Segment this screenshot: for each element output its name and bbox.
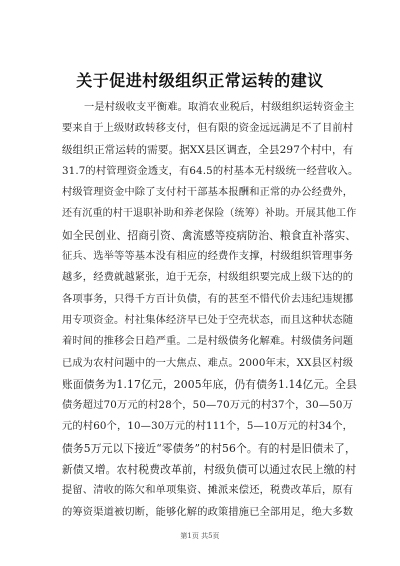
paragraph-line: 各项事务，只得千方百计负债，有的甚至不惜代价去违纪违规挪 [62, 292, 354, 305]
paragraph-line: 元的村60个，10—30万元的村111个，5—10万元的村34个， [62, 420, 354, 433]
paragraph-line: 一是村级收支平衡难。取消农业税后，村级组织运转资金主 [84, 101, 355, 113]
document-title: 关于促进村级组织正常运转的建议 [76, 71, 324, 90]
document-body [62, 97, 358, 523]
paragraph-line: 还有沉重的村干退职补助和养老保险（统筹）补助。开展其他工作 [62, 208, 357, 220]
paragraph-line: 要来自于上级财政转移支付，但有限的资金远远满足不了目前村 [62, 122, 354, 135]
paragraph-line: 越多，经费就越紧张，迫于无奈，村级组织要完成上级下达的的 [62, 271, 354, 284]
paragraph-line: 村级管理资金中除了支付村干部基本报酬和正常的办公经费外， [62, 186, 354, 199]
paragraph-line: 的筹资渠道被切断，能够化解的政策措施已全部用足，绝大多数 [62, 505, 354, 518]
paragraph-line: 债务超过70万元的村28个，50—70万元的村37个，30—50万 [62, 399, 354, 412]
paragraph-line: 提留、清收的陈欠和单项集资、摊派来偿还，税费改革后，原有 [62, 484, 354, 497]
paragraph-line: 新债又增。农村税费改革前，村级负债可以通过农民上缴的村 [62, 463, 357, 477]
paragraph-line: 着时间的推移会日趋严重。二是村级债务化解难。村级债务问题 [62, 335, 354, 348]
paragraph-line: 级组织正常运转的需要。据XX县区调查，全县297个村中，有 [62, 143, 354, 156]
paragraph-line: 债务5万元以下接近“零债务”的村56个。有的村是旧债未了， [62, 441, 356, 455]
paragraph-line: 已成为农村问题中的一大焦点、难点。2000年末，XX县区村级 [62, 356, 354, 369]
paragraph-line: 账面债务为1.17亿元，2005年底，仍有债务1.14亿元。全县 [62, 377, 358, 391]
paragraph-line: 用专项资金。村社集体经济早已处于空壳状态，而且这种状态随 [62, 313, 354, 326]
paragraph-line: 征兵、选举等等基本没有相应的经费作支撑，村级组织管理事务 [62, 250, 354, 263]
page-number-footer: 第1页 共5页 [180, 532, 220, 540]
paragraph-line: 如全民创业、招商引资、禽流感等疫病防治、粮食直补落实、 [62, 228, 357, 242]
paragraph-line: 31.7的村管理资金透支，有64.5的村基本无村级统一经营收入。 [62, 164, 358, 177]
